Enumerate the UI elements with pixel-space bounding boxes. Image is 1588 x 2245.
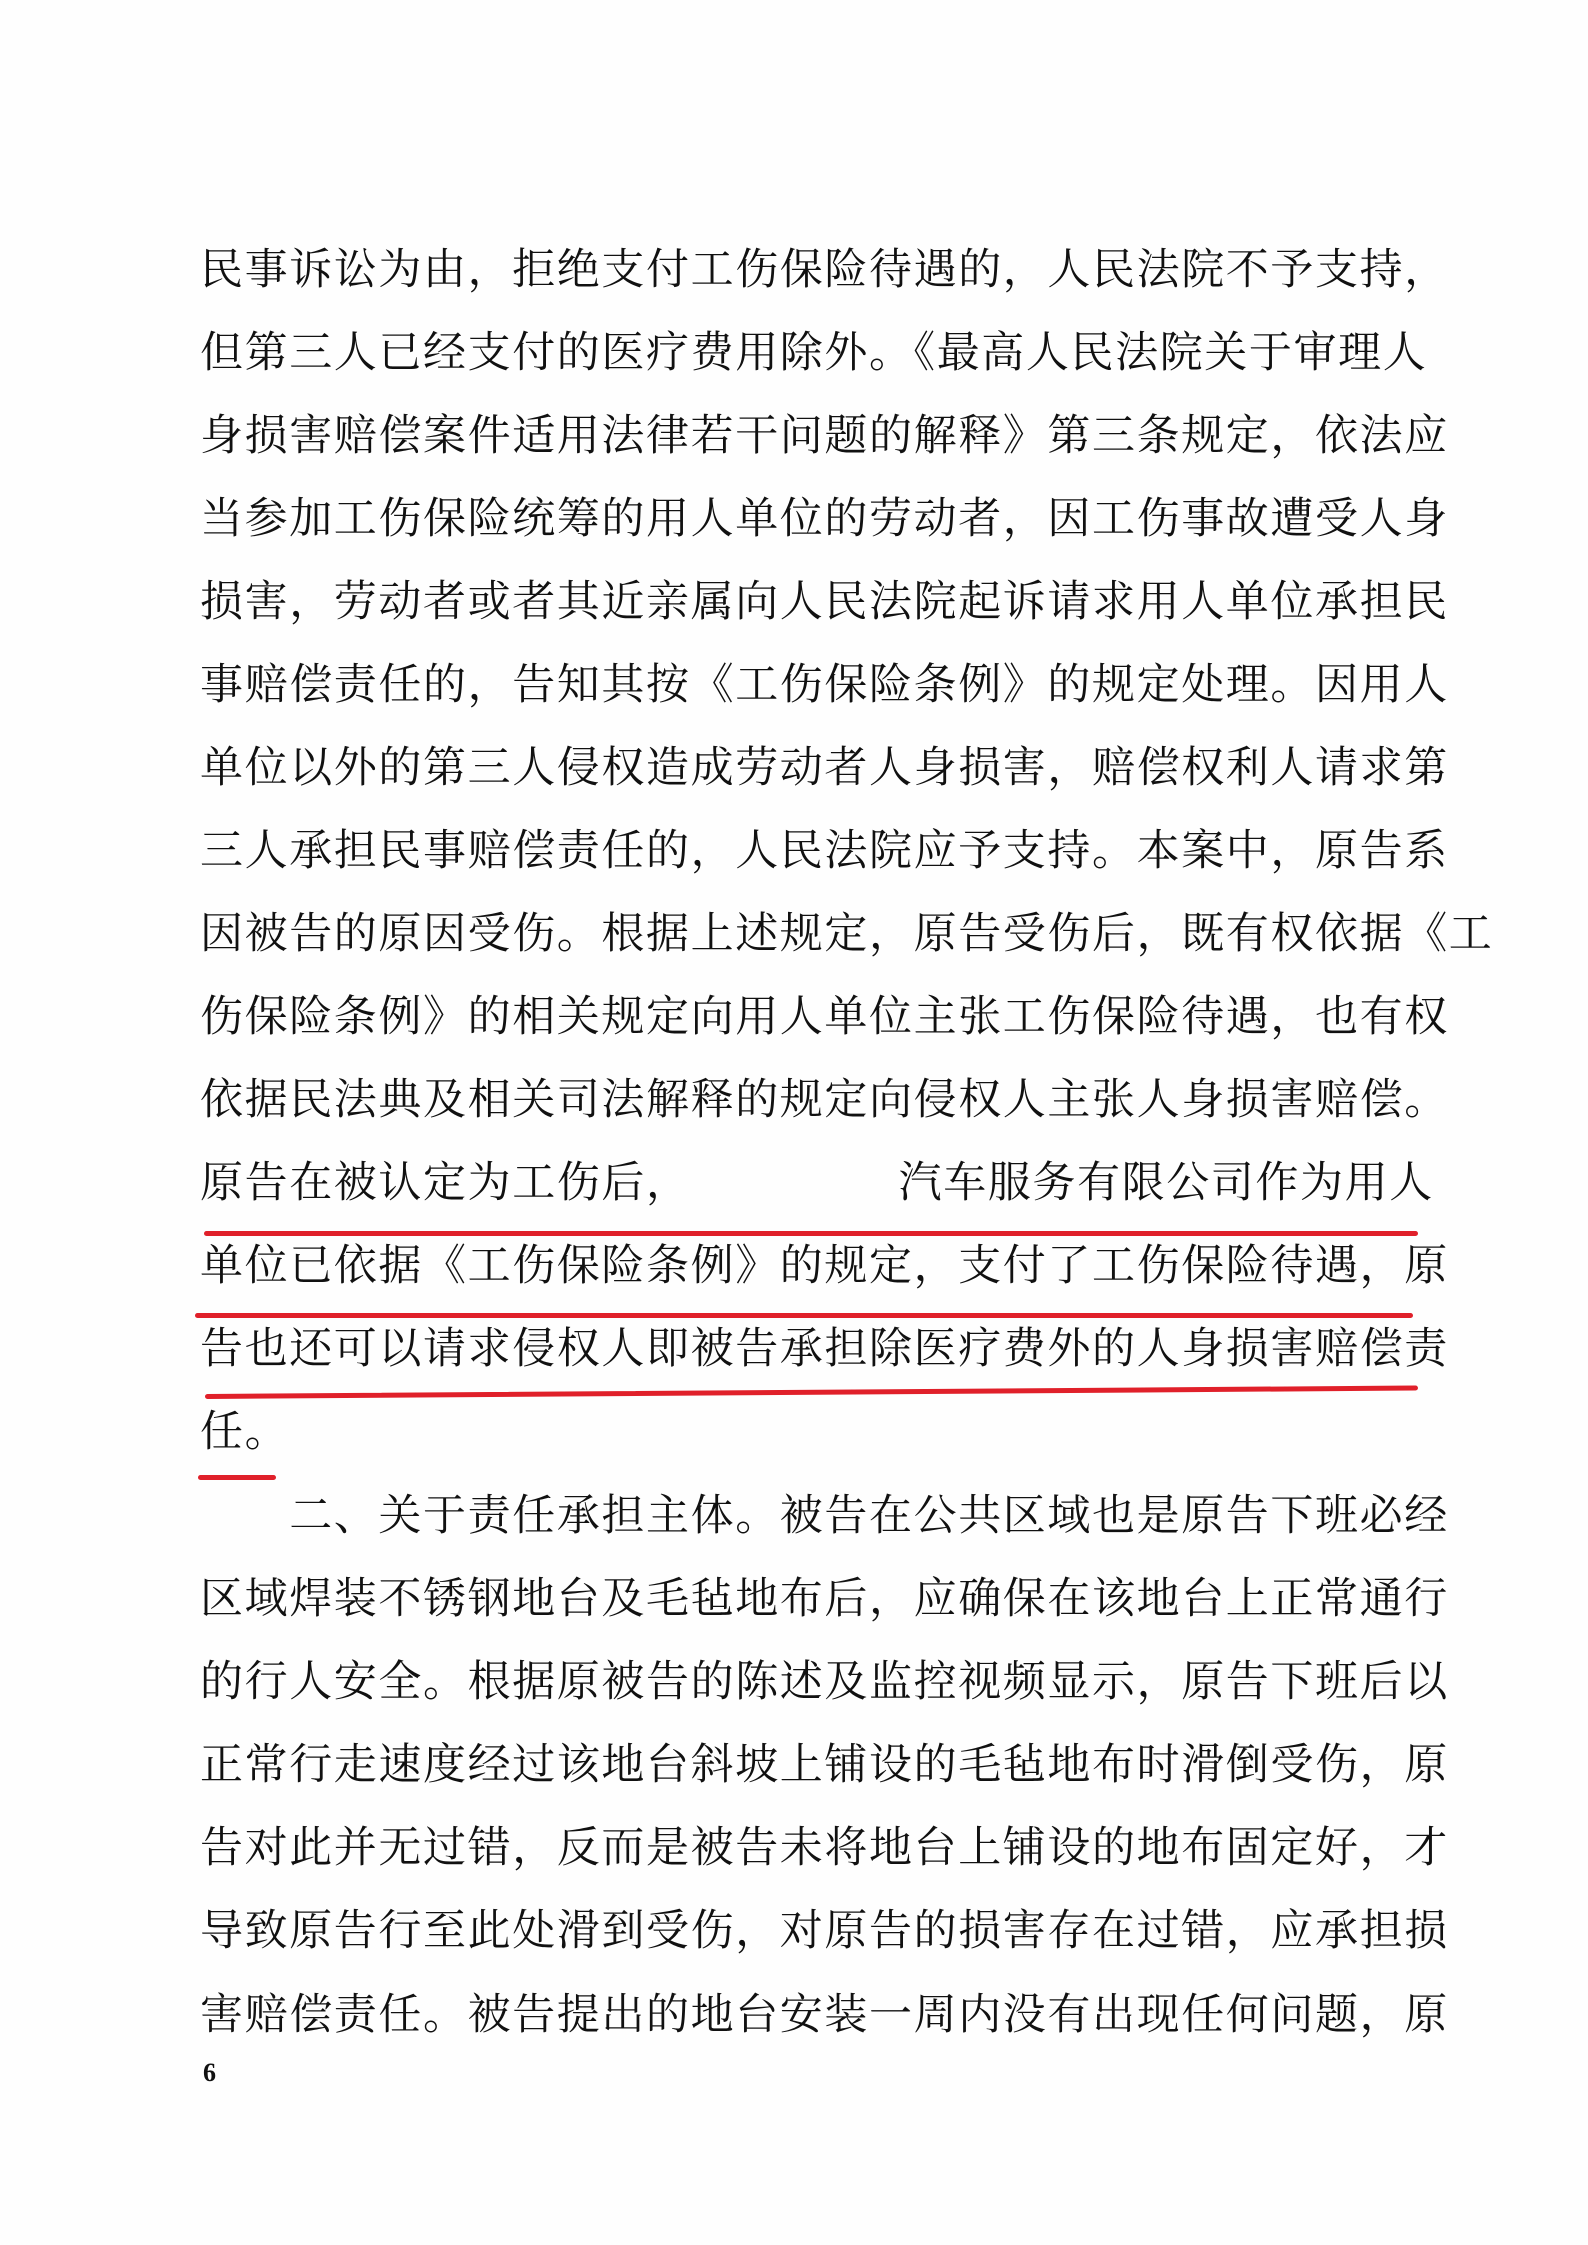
text-line: 导致原告行至此处滑到受伤，对原告的损害存在过错，应承担损 <box>200 1906 1449 1956</box>
text-line: 但第三人已经支付的医疗费用除外。《最高人民法院关于审理人 <box>200 328 1428 378</box>
text-line: 正常行走速度经过该地台斜坡上铺设的毛毡地布时滑倒受伤，原 <box>200 1740 1449 1790</box>
red-underline <box>204 1231 1418 1236</box>
text-line: 依据民法典及相关司法解释的规定向侵权人主张人身损害赔偿。 <box>200 1075 1449 1125</box>
text-line: 身损害赔偿案件适用法律若干问题的解释》第三条规定，依法应 <box>200 411 1449 461</box>
page-number: 6 <box>203 2058 216 2087</box>
text-before-redaction: 原告在被认定为工伤后， <box>200 1158 691 1208</box>
red-underline <box>195 1313 1413 1318</box>
red-underline <box>198 1475 276 1480</box>
text-line: 伤保险条例》的相关规定向用人单位主张工伤保险待遇，也有权 <box>200 992 1449 1042</box>
text-line: 区域焊装不锈钢地台及毛毡地布后，应确保在该地台上正常通行 <box>200 1574 1449 1624</box>
text-line: 单位已依据《工伤保险条例》的规定，支付了工伤保险待遇，原 <box>200 1241 1449 1291</box>
text-line: 损害，劳动者或者其近亲属向人民法院起诉请求用人单位承担民 <box>200 577 1449 627</box>
text-line: 的行人安全。根据原被告的陈述及监控视频显示，原告下班后以 <box>200 1657 1449 1707</box>
text-line: 事赔偿责任的，告知其按《工伤保险条例》的规定处理。因用人 <box>200 660 1449 710</box>
text-line: 告对此并无过错，反而是被告未将地台上铺设的地布固定好，才 <box>200 1823 1449 1873</box>
text-line: 因被告的原因受伤。根据上述规定，原告受伤后，既有权依据《工 <box>200 909 1494 959</box>
text-line-redacted <box>200 1155 1434 1211</box>
text-line: 单位以外的第三人侵权造成劳动者人身损害，赔偿权利人请求第 <box>200 743 1449 793</box>
text-line: 当参加工伤保险统筹的用人单位的劳动者，因工伤事故遭受人身 <box>200 494 1449 544</box>
text-line: 告也还可以请求侵权人即被告承担除医疗费外的人身损害赔偿责 <box>200 1324 1449 1374</box>
section-heading-line: 二、关于责任承担主体。被告在公共区域也是原告下班必经 <box>200 1491 1449 1541</box>
text-line: 民事诉讼为由，拒绝支付工伤保险待遇的，人民法院不予支持， <box>200 245 1449 295</box>
text-line: 任。 <box>200 1407 290 1457</box>
text-line: 害赔偿责任。被告提出的地台安装一周内没有出现任何问题，原 <box>200 1990 1449 2040</box>
red-underline <box>205 1386 1418 1399</box>
text-line: 三人承担民事赔偿责任的，人民法院应予支持。本案中，原告系 <box>200 826 1449 876</box>
text-after-redaction: 汽车服务有限公司作为用人 <box>898 1158 1434 1208</box>
redacted-company-name <box>691 1157 899 1197</box>
